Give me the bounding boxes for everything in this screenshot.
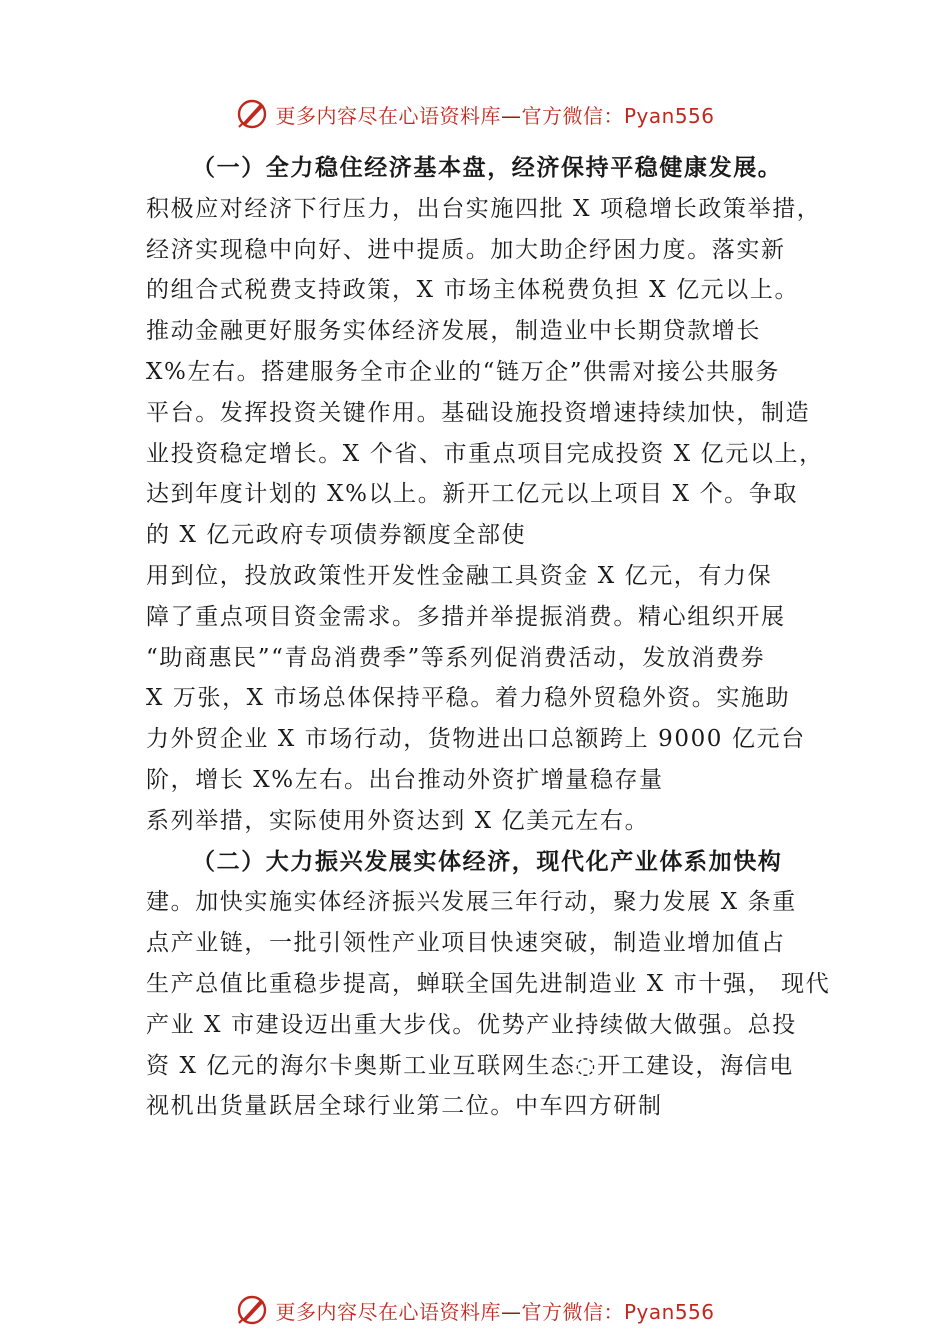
body-text-line: X%左右。搭建服务全市企业的“链万企”供需对接公共服务 <box>146 358 780 385</box>
quill-pen-circle-icon <box>235 1293 269 1327</box>
document-body <box>146 148 836 1127</box>
body-text-line: 经济实现稳中向好、进中提质。加大助企纾困力度。落实新 <box>146 236 786 263</box>
body-text-line: 产业 X 市建设迈出重大步伐。优势产业持续做大做强。总投 <box>146 1011 797 1038</box>
watermark-text: 更多内容尽在心语资料库—官方微信：Pyan556 <box>275 1299 715 1324</box>
header-watermark-banner <box>0 94 950 134</box>
body-text-line: 用到位，投放政策性开发性金融工具资金 X 亿元，有力保 <box>146 562 773 589</box>
body-text-line: “助商惠民”“青岛消费季”等系列促消费活动，发放消费券 <box>146 644 766 671</box>
body-text-line: 业投资稳定增长。X 个省、市重点项目完成投资 X 亿元以上， <box>146 440 824 467</box>
body-text-line: 达到年度计划的 X%以上。新开工亿元以上项目 X 个。争取 <box>146 481 798 508</box>
body-text-line: 点产业链，一批引领性产业项目快速突破，制造业增加值占 <box>146 930 786 957</box>
body-text-line: 的 X 亿元政府专项债券额度全部使 <box>146 522 527 549</box>
section-heading-line: （一）全力稳住经济基本盘，经济保持平稳健康发展。 <box>192 154 783 181</box>
body-text-line: 生产总值比重稳步提高，蝉联全国先进制造业 X 市十强， 现代 <box>146 970 831 997</box>
body-text-line: 推动金融更好服务实体经济发展，制造业中长期贷款增长 <box>146 318 761 345</box>
watermark-text: 更多内容尽在心语资料库—官方微信：Pyan556 <box>275 103 715 128</box>
body-text-line: 视机出货量跃居全球行业第二位。中车四方研制 <box>146 1093 663 1120</box>
footer-watermark-banner <box>0 1290 950 1330</box>
body-text-line: 力外贸企业 X 市场行动，货物进出口总额跨上 9000 亿元台 <box>146 726 806 753</box>
body-text-line: X 万张，X 市场总体保持平稳。着力稳外贸稳外资。实施助 <box>146 685 791 712</box>
body-text-line: 障了重点项目资金需求。多措并举提振消费。精心组织开展 <box>146 603 786 630</box>
quill-pen-circle-icon <box>235 97 269 131</box>
body-text-line: 积极应对经济下行压力，出台实施四批 X 项稳增长政策举措， <box>146 195 822 222</box>
body-text-line: 资 X 亿元的海尔卡奥斯工业互联网生态◌开工建设，海信电 <box>146 1052 794 1079</box>
section-heading-line: （二）大力振兴发展实体经济，现代化产业体系加快构 <box>192 847 783 875</box>
body-text-line: 建。加快实施实体经济振兴发展三年行动，聚力发展 X 条重 <box>146 889 797 916</box>
body-text-line: 平台。发挥投资关键作用。基础设施投资增速持续加快，制造 <box>146 399 811 426</box>
body-text-line: 的组合式税费支持政策，X 市场主体税费负担 X 亿元以上。 <box>146 277 800 304</box>
body-text-line: 系列举措，实际使用外资达到 X 亿美元左右。 <box>146 807 650 834</box>
body-text-line: 阶，增长 X%左右。出台推动外资扩增量稳存量 <box>146 766 664 793</box>
